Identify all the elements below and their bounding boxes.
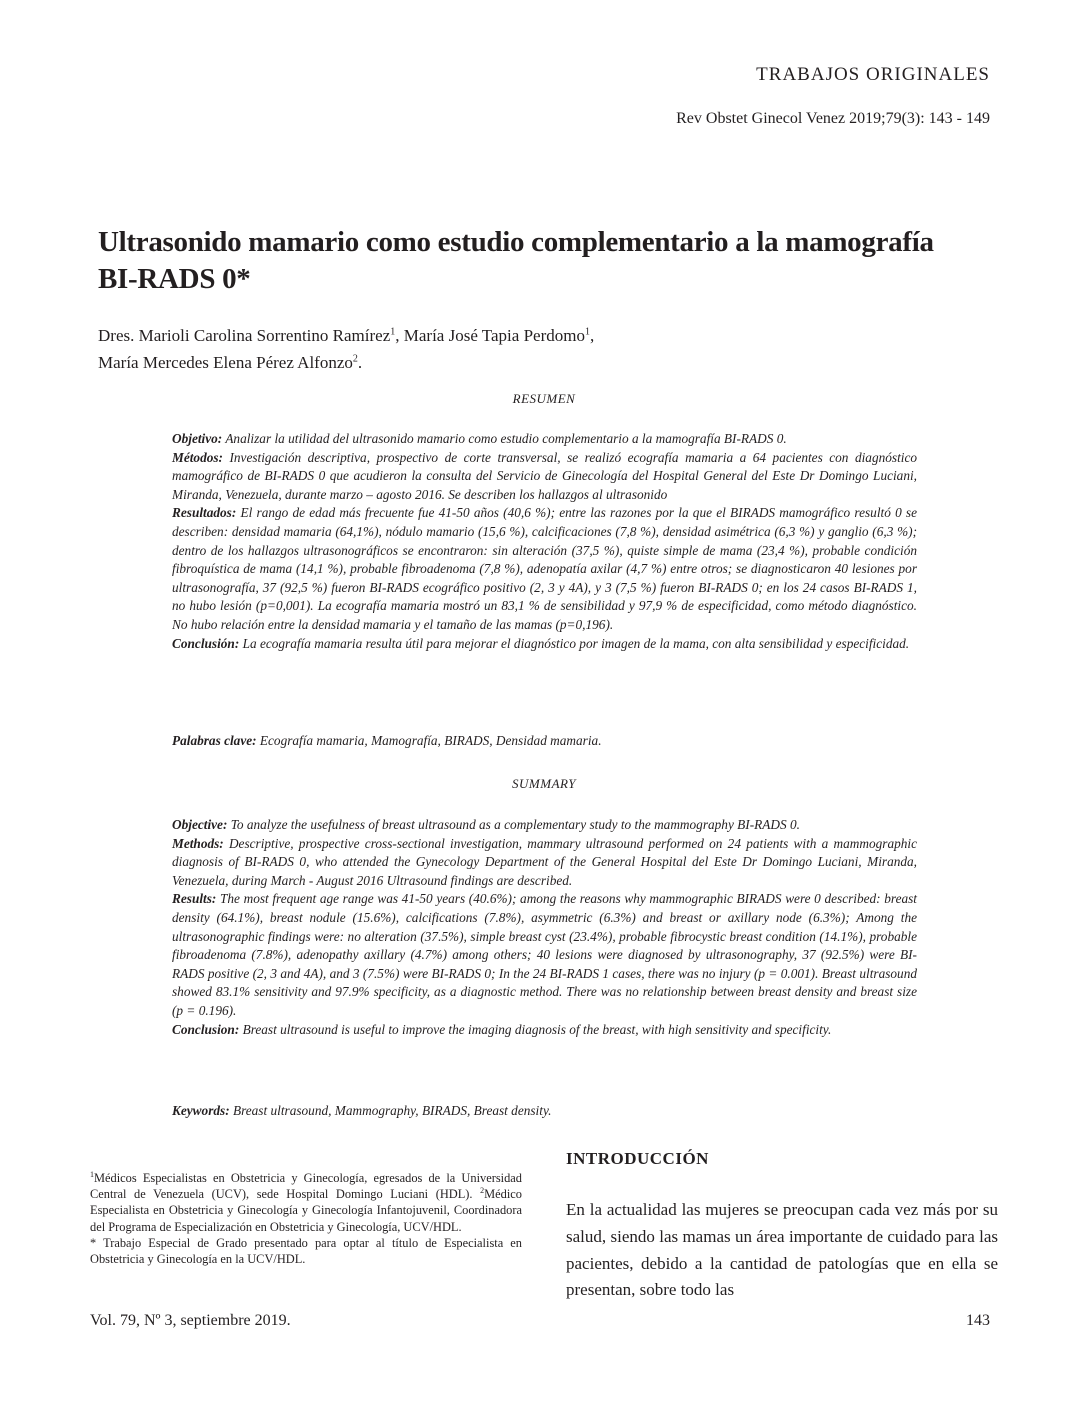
resumen-conclusion-text: La ecografía mamaria resulta útil para mejorar el diagnóstico por imagen de la mama, con alta sensibilidad y especificidad. [242, 635, 910, 651]
footnote-mark: 2 [480, 1186, 485, 1196]
summary-keywords-label: Keywords: [172, 1103, 230, 1118]
summary-results-text: The most frequent age range was 41-50 years (40.6%); among the reasons why mammographic BIRADS were 0 described: breast density (64.1%), breast nodule (15.6%), calcifications (7.8%), asymmetric (6.3%) and breast or axillary node (6.3%); Among the ultrasonographic findings were: no alteration (37.5%), simple breast cyst (23.4%), probable fibrocystic breast condition (14.1%), probable fibroadenoma (7.8%), adenopathy axillary (4.7%) among others; 40 lesions were diagnosed by ultrasonography, 37 (92.5%) were BI-RADS positive (2, 3 and 4A), and 3 (7.5%) were BI-RADS 0; In the 24 BI-RADS 1 cases, there was no injury (p = 0.001). Breast ultrasound showed 83.1% sensitivity and 97.9% specificity, as a diagnostic method. There was no relationship between breast density and breast size (p = 0.196). [172, 891, 917, 1018]
introduction-text: En la actualidad las mujeres se preocupan cada vez más por su salud, siendo las mamas un área importante de cuidado para las pacientes, debido a la cantidad de patologías que en ella se presentan, sobre todo las [566, 1200, 998, 1300]
summary-objective-text: To analyze the usefulness of breast ultrasound as a complementary study to the mammography BI-RADS 0. [230, 817, 800, 832]
summary-keywords-text: Breast ultrasound, Mammography, BIRADS, Breast density. [232, 1103, 552, 1118]
resumen-keywords-label: Palabras clave: [172, 733, 257, 748]
author-affiliation-mark: 2 [352, 353, 358, 365]
author-affiliation-mark: 1 [584, 326, 590, 338]
author-list [98, 322, 898, 376]
footnote-mark: 1 [90, 1169, 94, 1179]
footer-volume: Vol. 79, Nº 3, septiembre 2019. [90, 1312, 291, 1329]
summary-heading: SUMMARY [512, 776, 576, 791]
resumen-resultados-label: Resultados: [172, 505, 237, 521]
author-separator: . [357, 353, 363, 372]
resumen-resultados [172, 504, 917, 634]
footnote-thesis: * Trabajo Especial de Grado presentado para optar al título de Especialista en Obstetricia y Ginecología en la UCV/HDL. [90, 1235, 522, 1267]
resumen-keywords [172, 732, 917, 751]
author-name: María Mercedes Elena Pérez Alfonzo [98, 353, 353, 372]
footnotes [90, 1170, 522, 1267]
author-prefix: Dres. [98, 326, 135, 345]
summary-methods-text: Descriptive, prospective cross-sectional investigation, mammary ultrasound performed on 24 patients with a mammographic diagnosis of BI-RADS 0, who attended the Gynecology Department of the General Hospital del Este Dr Domingo Luciani, Miranda, Venezuela, during March - August 2016 Ultrasound findings are described. [172, 835, 918, 888]
introduction-heading: INTRODUCCIÓN [566, 1149, 709, 1168]
summary-conclusion [172, 1021, 917, 1040]
author-separator: , [395, 326, 400, 345]
resumen-conclusion-label: Conclusión: [172, 635, 240, 651]
resumen-objetivo [172, 430, 917, 449]
resumen-conclusion [172, 635, 917, 654]
footnote-affiliation-1: Médicos Especialistas en Obstetricia y Ginecología, egresados de la Universidad Central de Venezuela (UCV), sede Hospital Domingo Luciani (HDL). [90, 1171, 522, 1202]
author-name: María José Tapia Perdomo [403, 326, 585, 345]
resumen-objetivo-label: Objetivo: [172, 431, 223, 446]
resumen-metodos [172, 449, 917, 505]
author-separator: , [589, 326, 595, 345]
resumen-heading: RESUMEN [512, 391, 576, 406]
resumen-metodos-text: Investigación descriptiva, prospectivo de corte transversal, se realizó ecografía mamaria a 64 pacientes con diagnóstico mamográfico de BI-RADS 0 que acudieron la consulta del Servicio de Ginecología del Hospital General del Este Dr Domingo Luciani, Miranda, Venezuela, durante marzo – agosto 2016. Se describen los hallazgos al ultrasonido [172, 449, 918, 502]
section-label: TRABAJOS ORIGINALES [756, 64, 990, 85]
footnote-affiliation-2: Médico Especialista en Obstetricia y Ginecología y Ginecología Infantojuvenil, Coordinadora del Programa de Especialización en Obstetricia y Ginecología, UCV/HDL. [90, 1187, 522, 1234]
author-name: Marioli Carolina Sorrentino Ramírez [138, 326, 391, 345]
article-title: Ultrasonido mamario como estudio complementario a la mamografía BI-RADS 0* [98, 226, 934, 295]
resumen-keywords-text: Ecografía mamaria, Mamografía, BIRADS, Densidad mamaria. [259, 733, 602, 748]
author-affiliation-mark: 1 [390, 326, 396, 338]
summary-abstract [172, 816, 917, 1039]
journal-citation: Rev Obstet Ginecol Venez 2019;79(3): 143 - 149 [676, 110, 990, 127]
resumen-resultados-text: El rango de edad más frecuente fue 41-50 años (40,6 %); entre las razones por la que el BIRADS mamográfico resultó 0 se describen: densidad mamaria (64,1%), nódulo mamario (15,6 %), calcificaciones (7,8 %), densidad asimétrica (6,3 %) y ganglio (6,3 %); dentro de los hallazgos ultrasonográficos se encontraron: sin alteración (37,5 %), quiste simple de mama (23,4 %), probable condición fibroquística de mama (14,1 %), probable fibroadenoma (7,8 %), adenopatía axilar (4,7 %) entre otros; se diagnosticaron 40 lesiones por ultrasonografía, 37 (92,5 %) fueron BI-RADS ecográfico positivo (2, 3 y 4A), y 3 (7,5 %) fueron BI-RADS 0; en los 24 casos BI-RADS 1, no hubo lesión (p=0,001). La ecografía mamaria mostró un 83,1 % de sensibilidad y 97,9 % de especificidad, como método diagnóstico. No hubo relación entre la densidad mamaria y el tamaño de las mamas (p=0,196). [172, 505, 918, 632]
resumen-abstract [172, 430, 917, 653]
summary-methods-label: Methods: [172, 835, 224, 851]
summary-results-label: Results: [172, 891, 217, 907]
resumen-objetivo-text: Analizar la utilidad del ultrasonido mamario como estudio complementario a la mamografía BI-RADS 0. [225, 431, 787, 446]
summary-methods [172, 835, 917, 891]
summary-conclusion-label: Conclusion: [172, 1021, 240, 1037]
footnote-affiliations [90, 1170, 522, 1235]
summary-keywords [172, 1102, 917, 1121]
resumen-metodos-label: Métodos: [172, 449, 223, 465]
summary-objective-label: Objective: [172, 817, 228, 832]
summary-conclusion-text: Breast ultrasound is useful to improve the imaging diagnosis of the breast, with high sensitivity and specificity. [242, 1021, 832, 1037]
summary-objective [172, 816, 917, 835]
summary-results [172, 890, 917, 1020]
page-number: 143 [966, 1312, 990, 1329]
